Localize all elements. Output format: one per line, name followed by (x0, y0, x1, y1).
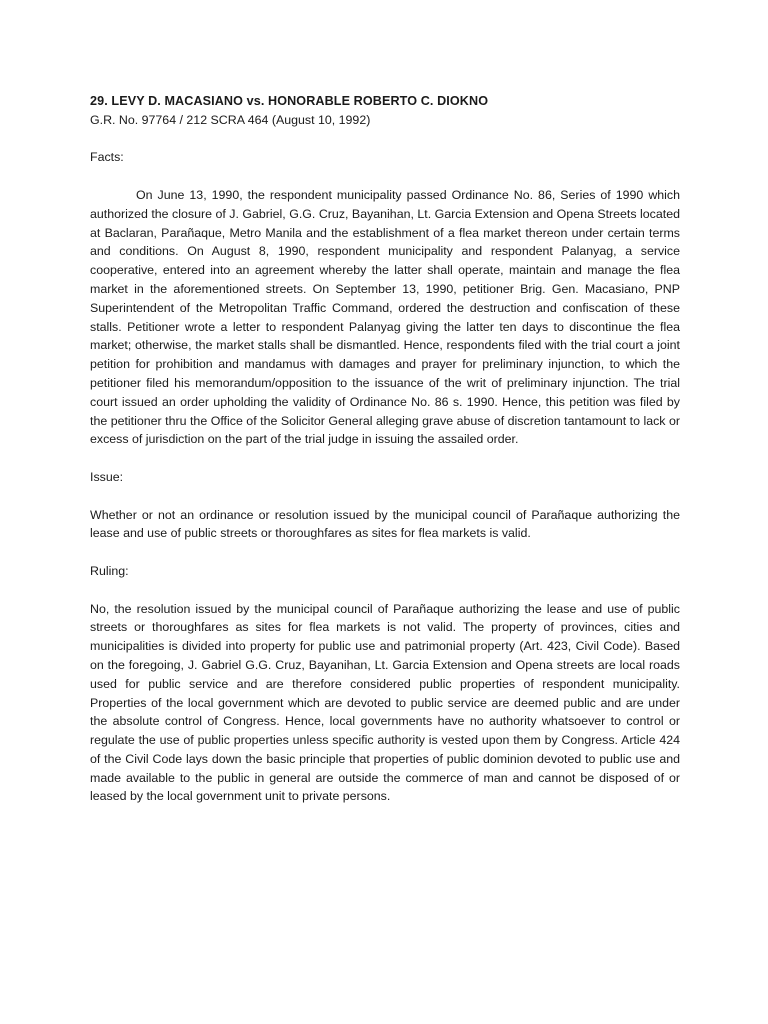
facts-heading: Facts: (90, 150, 124, 165)
ruling-paragraph: No, the resolution issued by the municipal council of Parañaque authorizing the lease and use of public streets or thoroughfares as sites for flea markets is not valid. The property of provinces, cities and municipalities is divided into property for public use and patrimonial property (Art. 423, Civil Code). Based on the foregoing, J. Gabriel G.G. Cruz, Bayanihan, Lt. Garcia Extension and Opena streets are local roads used for public service and are therefore considered public properties of respondent municipality. Properties of the local government which are devoted to public service are deemed public and are under the absolute control of Congress. Hence, local governments have no authority whatsoever to control or regulate the use of public properties unless specific authority is vested upon them by Congress. Article 424 of the Civil Code lays down the basic principle that properties of public dominion devoted to public use and made available to the public in general are outside the commerce of man and cannot be disposed of or leased by the local government unit to private persons. (90, 601, 680, 804)
facts-paragraph: On June 13, 1990, the respondent municipality passed Ordinance No. 86, Series of 1990 which authorized the closure of J. Gabriel, G.G. Cruz, Bayanihan, Lt. Garcia Extension and Opena Streets located at Baclaran, Parañaque, Metro Manila and the establishment of a flea market thereon under certain terms and conditions. On August 8, 1990, respondent municipality and respondent Palanyag, a service cooperative, entered into an agreement whereby the latter shall operate, maintain and manage the flea market in the aforementioned streets. On September 13, 1990, petitioner Brig. Gen. Macasiano, PNP Superintendent of the Metropolitan Traffic Command, ordered the destruction and confiscation of these stalls. Petitioner wrote a letter to respondent Palanyag giving the latter ten days to discontinue the flea market; otherwise, the market stalls shall be dismantled. Hence, respondents filed with the trial court a joint petition for prohibition and mandamus with damages and prayer for preliminary injunction, to which the petitioner filed his memorandum/opposition to the issuance of the writ of preliminary injunction. The trial court issued an order upholding the validity of Ordinance No. 86 s. 1990. Hence, this petition was filed by the petitioner thru the Office of the Solicitor General alleging grave abuse of discretion tantamount to lack or excess of jurisdiction on the part of the trial judge in issuing the assailed order. (90, 187, 680, 447)
ruling-heading: Ruling: (90, 563, 129, 578)
issue-heading: Issue: (90, 469, 124, 484)
case-citation: G.R. No. 97764 / 212 SCRA 464 (August 10, 1992) (90, 112, 371, 127)
issue-paragraph: Whether or not an ordinance or resolution issued by the municipal council of Parañaque authorizing the lease and use of public streets or thoroughfares as sites for flea markets is valid. (90, 507, 680, 541)
case-title: 29. LEVY D. MACASIANO vs. HONORABLE ROBERTO C. DIOKNO (90, 94, 489, 108)
case-digest-page (90, 92, 680, 825)
